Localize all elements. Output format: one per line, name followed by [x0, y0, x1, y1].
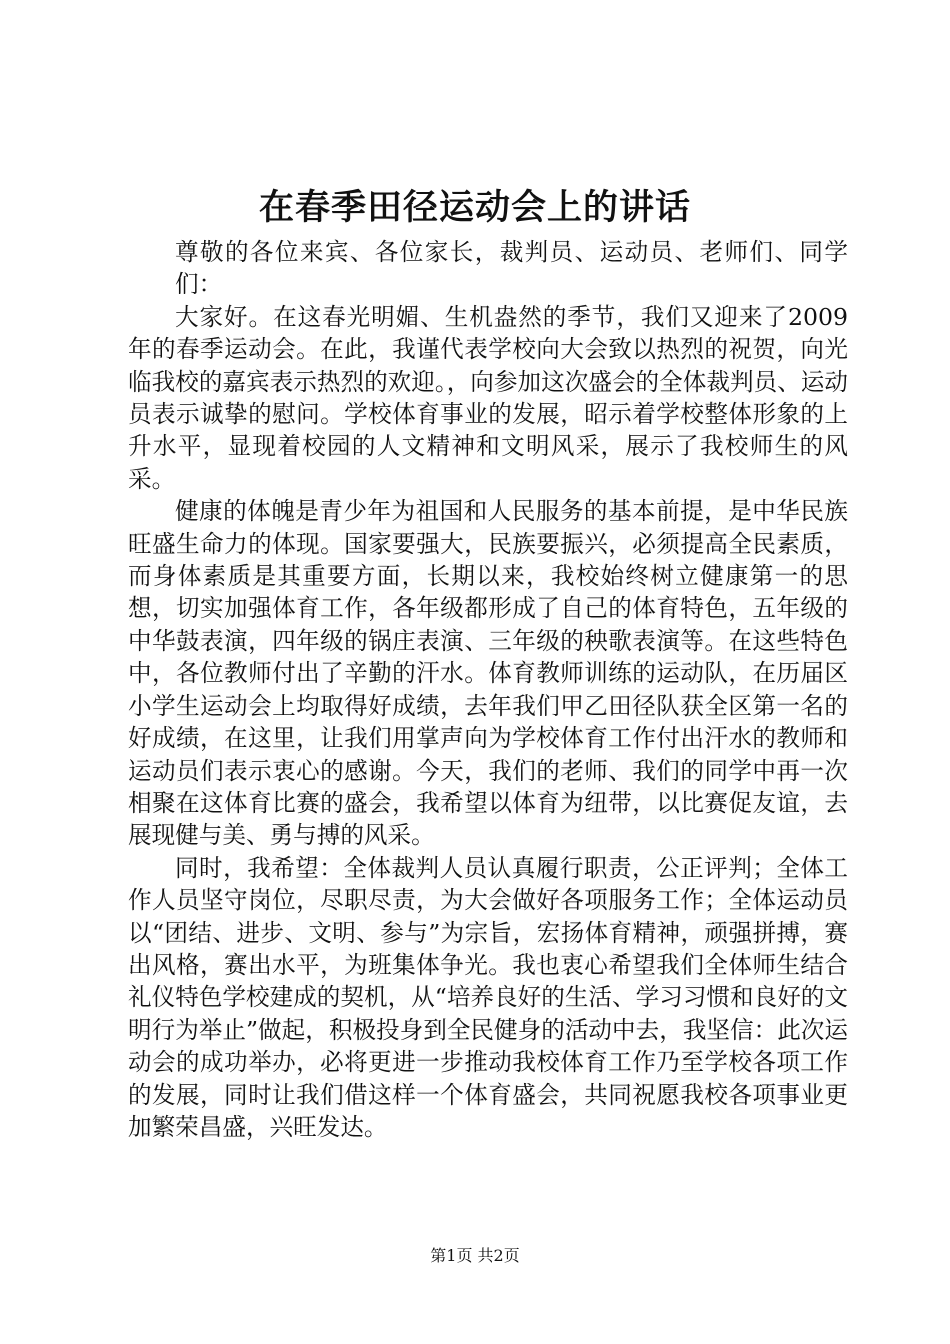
paragraph-2: 健康的体魄是青少年为祖国和人民服务的基本前提，是中华民族旺盛生命力的体现。国家要强大，民族要振兴，必须提高全民素质，而身体素质是其重要方面，长期以来，我校始终树立健康第一的思想，切实加强体育工作，各年级都形成了自己的体育特色，五年级的中华鼓表演，四年级的锅庄表演、三年级的秧歌表演等。在这些特色中，各位教师付出了辛勤的汗水。体育教师训练的运动队，在历届区小学生运动会上均取得好成绩，去年我们甲乙田径队获全区第一名的好成绩，在这里，让我们用掌声向为学校体育工作付出汗水的教师和运动员们表示衷心的感谢。今天，我们的老师、我们的同学中再一次相聚在这体育比赛的盛会，我希望以体育为纽带，以比赛促友谊，去展现健与美、勇与搏的风采。	[128, 497, 848, 850]
salutation: 尊敬的各位来宾、各位家长，裁判员、运动员、老师们、同学们：	[175, 238, 848, 299]
page-number-footer: 第1页 共2页	[430, 1246, 520, 1265]
paragraph-3: 同时，我希望：全体裁判人员认真履行职责，公正评判；全体工作人员坚守岗位，尽职尽责，为大会做好各项服务工作；全体运动员以“团结、进步、文明、参与”为宗旨，宏扬体育精神，顽强拼搏，赛出风格，赛出水平，为班集体争光。我也衷心希望我们全体师生结合礼仪特色学校建成的契机，从“培养良好的生活、学习习惯和良好的文明行为举止”做起，积极投身到全民健身的活动中去，我坚信：此次运动会的成功举办，必将更进一步推动我校体育工作乃至学校各项工作的发展，同时让我们借这样一个体育盛会，共同祝愿我校各项事业更加繁荣昌盛，兴旺发达。	[128, 853, 848, 1141]
document-title: 在春季田径运动会上的讲话	[258, 187, 691, 228]
document-body	[128, 236, 848, 1143]
paragraph-1: 大家好。在这春光明媚、生机盎然的季节，我们又迎来了2009年的春季运动会。在此，我谨代表学校向大会致以热烈的祝贺，向光临我校的嘉宾表示热烈的欢迎。，向参加这次盛会的全体裁判员、运动员表示诚挚的慰问。学校体育事业的发展，昭示着学校整体形象的上升水平，显现着校园的人文精神和文明风采，展示了我校师生的风采。	[128, 302, 848, 493]
